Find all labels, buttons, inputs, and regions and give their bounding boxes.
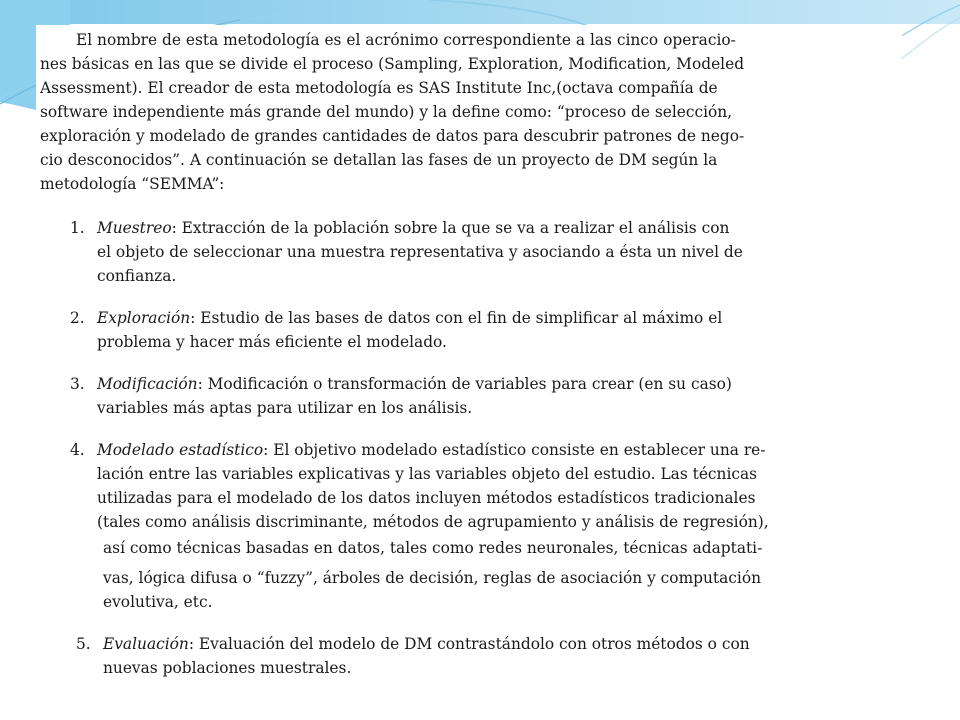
list-item-text: : El objetivo modelado estadístico consiste en establecer una re-	[263, 441, 766, 459]
intro-line: software independiente más grande del mundo) y la define como: “proceso de selección,	[40, 103, 733, 121]
intro-line: exploración y modelado de grandes cantidades de datos para descubrir patrones de nego-	[40, 127, 745, 145]
list-item-line: (tales como análisis discriminante, métodos de agrupamiento y análisis de regresión),	[97, 513, 769, 531]
list-item-line: evolutiva, etc.	[103, 593, 213, 611]
list-item-line	[97, 372, 732, 396]
list-item-line: nuevas poblaciones muestrales.	[103, 659, 352, 677]
intro-line: El nombre de esta metodología es el acrónimo correspondiente a las cinco operacio-	[76, 31, 736, 49]
list-item-number: 4.	[70, 441, 85, 459]
list-item-line: lación entre las variables explicativas y las variables objeto del estudio. Las técnicas	[97, 465, 758, 483]
list-item-number: 2.	[70, 309, 85, 327]
list-item-term: Modelado estadístico	[97, 441, 264, 459]
list-item-number: 1.	[70, 219, 85, 237]
list-item-line: utilizadas para el modelado de los datos incluyen métodos estadísticos tradicionales	[97, 489, 756, 507]
intro-line: Assessment). El creador de esta metodología es SAS Institute Inc,(octava compañía de	[40, 79, 718, 97]
intro-line: metodología “SEMMA”:	[40, 175, 225, 193]
list-item-text: : Evaluación del modelo de DM contrastándolo con otros métodos o con	[188, 635, 750, 653]
intro-line: nes básicas en las que se divide el proceso (Sampling, Exploration, Modification, Modeled	[40, 55, 745, 73]
list-item-term: Evaluación	[103, 635, 189, 653]
list-item-line: así como técnicas basadas en datos, tales como redes neuronales, técnicas adaptati-	[103, 539, 763, 557]
list-item-line	[97, 306, 722, 330]
list-item-line: problema y hacer más eficiente el modelado.	[97, 333, 447, 351]
list-item-line: el objeto de seleccionar una muestra representativa y asociando a ésta un nivel de	[97, 243, 743, 261]
intro-line: cio desconocidos”. A continuación se detallan las fases de un proyecto de DM según la	[40, 151, 718, 169]
list-item-term: Exploración	[97, 309, 191, 327]
list-item-term: Modificación	[97, 375, 198, 393]
list-item-line	[103, 632, 750, 656]
list-item-line: vas, lógica difusa o “fuzzy”, árboles de decisión, reglas de asociación y computación	[103, 569, 762, 587]
list-item-line	[97, 216, 729, 240]
list-item-number: 5.	[76, 635, 91, 653]
list-item-text: : Estudio de las bases de datos con el fin de simplificar al máximo el	[190, 309, 723, 327]
list-item-line	[97, 438, 765, 462]
list-item-text: : Extracción de la población sobre la que se va a realizar el análisis con	[171, 219, 730, 237]
list-item-line: confianza.	[97, 267, 177, 285]
list-item-text: : Modificación o transformación de variables para crear (en su caso)	[197, 375, 732, 393]
list-item-number: 3.	[70, 375, 85, 393]
list-item-term: Muestreo	[97, 219, 172, 237]
list-item-line: variables más aptas para utilizar en los análisis.	[97, 399, 473, 417]
